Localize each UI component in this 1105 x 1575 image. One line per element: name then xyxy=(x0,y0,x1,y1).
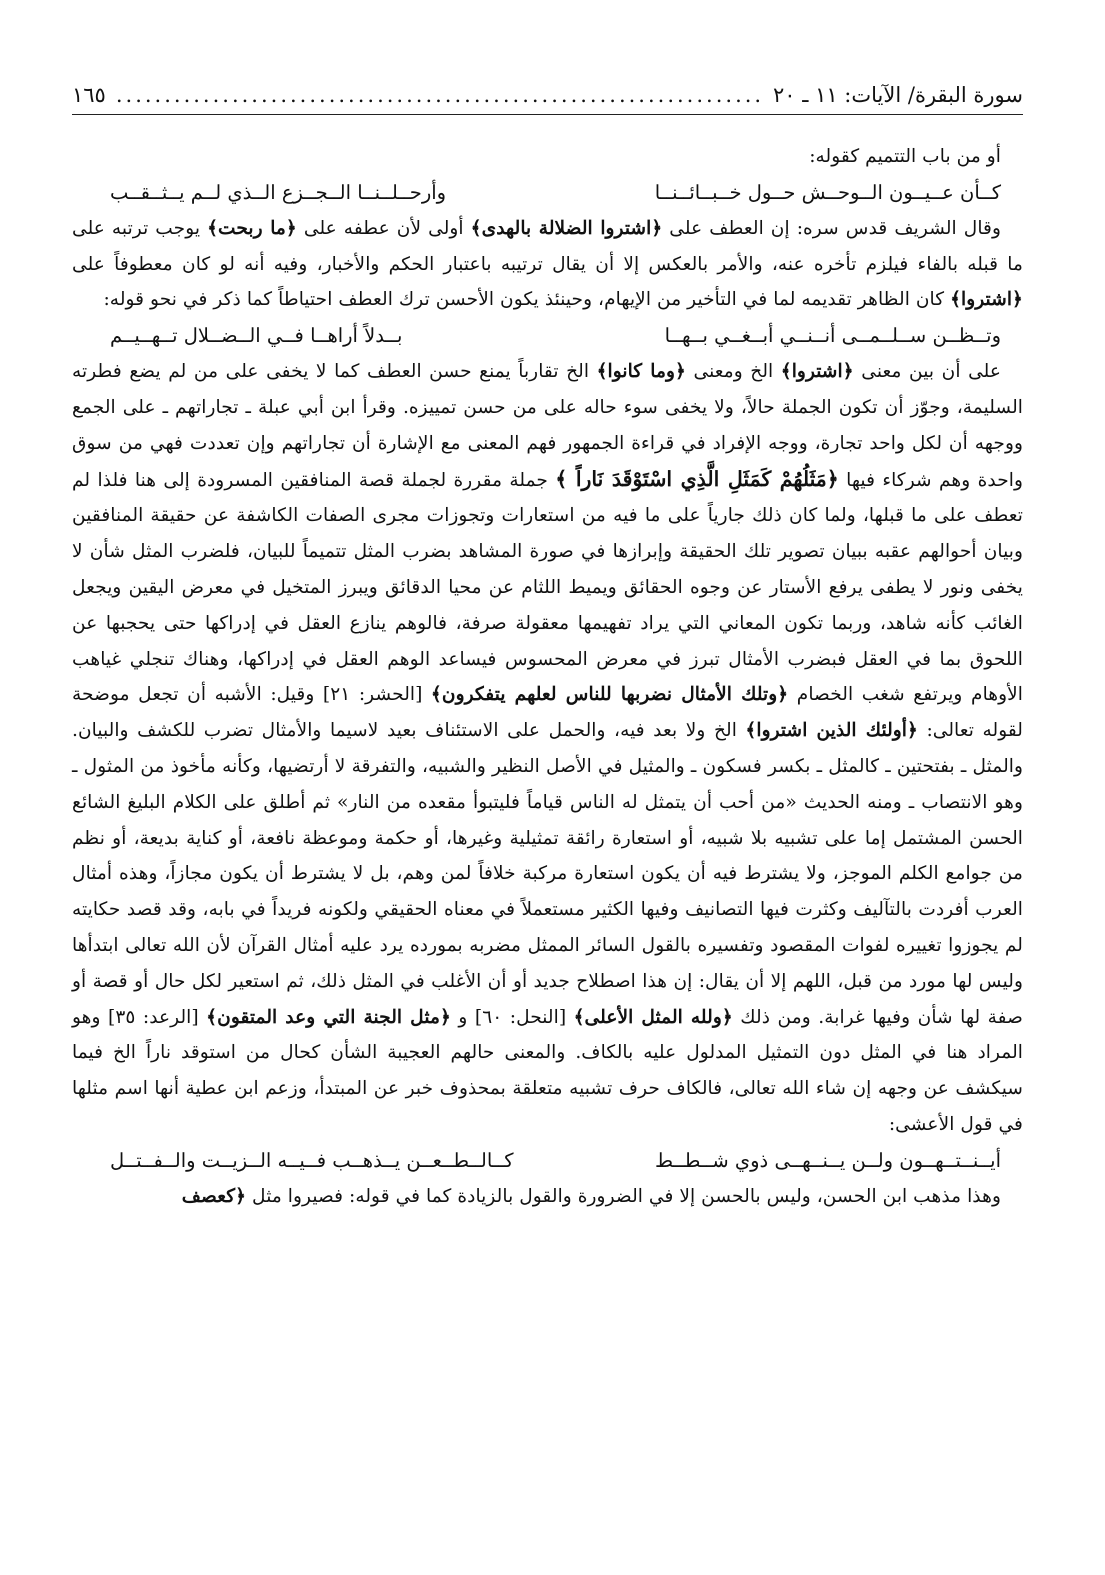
poetry-verse-2 xyxy=(72,318,1023,354)
intro-line: أو من باب التتميم كقوله: xyxy=(809,146,1001,167)
quran-quote: ﴿اشتروا الضلالة بالهدى﴾ xyxy=(470,216,663,239)
poetry-verse-1 xyxy=(72,175,1023,211)
running-title: سورة البقرة/ الآيات: ١١ ـ ٢٠ xyxy=(772,83,1023,107)
running-header xyxy=(72,78,1023,115)
verse-2-second-hemistich: بــدلاً أراهــا فــي الــضــلال تــهــيــم xyxy=(110,324,403,348)
quran-quote: ﴿اشتروا﴾ xyxy=(780,360,854,383)
quran-quote: ﴿مثل الجنة التي وعد المتقون﴾ xyxy=(206,1005,451,1028)
paragraph-2: على أن بين معنى ﴿اشتروا﴾ الخ ومعنى ﴿وما كانوا﴾ الخ تقارباً يمنع حسن العطف كما لا يخفى على من لم يضع فطرته السليمة، وجوّز أن تكون الجملة حالاً، ولا يخفى سوء حاله على من حسن تمييزه. وقرأ ابن أبي عبلة ـ تجاراتهم ـ على الجمع ووجهه أن لكل واحد تجارة، ووجه الإفراد في قراءة الجمهور فهم المعنى مع الإشارة أن تجاراتهم وإن تعددت فهي من سوق واحدة وهم شركاء فيها ﴿مَثَلُهُمْ كَمَثَلِ الَّذِي اسْتَوْقَدَ نَاراً ﴾ جملة مقررة لجملة قصة المنافقين المسرودة إلى هنا فلذا لم تعطف على ما قبلها، ولما كان ذلك جارياً على ما فيه من استعارات وتجوزات مجرى الصفات الكاشفة عن حقيقة المنافقين وبيان أحوالهم عقبه ببيان تصوير تلك الحقيقة وإبرازها في صورة المشاهد بضرب المثل تتميماً للبيان، فلضرب المثل شأن لا يخفى ونور لا يطفى يرفع الأستار عن وجوه الحقائق ويميط اللثام عن محيا الدقائق ويبرز المتخيل في معرض اليقين ويجعل الغائب كأنه شاهد، وربما تكون المعاني التي يراد تفهيمها معقولة صرفة، فالوهم ينازع العقل في إدراكها حتى يحجبها عن اللحوق بما في العقل فبضرب الأمثال تبرز في معرض المحسوس فيساعد الوهم العقل في إدراكها، وهناك تنجلي غياهب الأوهام ويرتفع شغب الخصام ﴿وتلك الأمثال نضربها للناس لعلهم يتفكرون﴾ [الحشر: ٢١] وقيل: الأشبه أن تجعل موضحة لقوله تعالى: ﴿أولئك الذين اشتروا﴾ الخ ولا بعد فيه، والحمل على الاستئناف بعيد لاسيما والأمثال تضرب للكشف والبيان. والمثل ـ بفتحتين ـ كالمثل ـ بكسر فسكون ـ والمثيل في الأصل النظير والشبيه، والتفرقة لا أرتضيها، وكأنه مأخوذ من المثول ـ وهو الانتصاب ـ ومنه الحديث «من أحب أن يتمثل له الناس قياماً فليتبوأ مقعده من النار» ثم أطلق على الكلام البليغ الشائع الحسن المشتمل إما على تشبيه بلا شبيه، أو استعارة رائقة تمثيلية وغيرها، أو حكمة وموعظة نافعة، أو كناية بديعة، أو نظم من جوامع الكلم الموجز، ولا يشترط فيه أن يكون استعارة مركبة خلافاً لمن وهم، بل لا يشترط أن يكون مجازاً، وهذه أمثال العرب أفردت بالتآليف وكثرت فيها التصانيف وفيها الكثير مستعملاً في معناه الحقيقي ولكونه فريداً في بابه، وقد قصد حكايته لم يجوزوا تغييره لفوات المقصود وتفسيره بالقول السائر الممثل مضربه بمورده يرد عليه أمثال القرآن لأن الله تعالى ابتدأها وليس لها مورد من قبل، اللهم إلا أن يقال: إن هذا اصطلاح جديد أو أن الأغلب في المثل ذلك، ثم استعير لكل حال أو قصة أو صفة لها شأن وفيها غرابة. ومن ذلك ﴿ولله المثل الأعلى﴾ [النحل: ٦٠] و ﴿مثل الجنة التي وعد المتقون﴾ [الرعد: ٣٥] وهو المراد هنا في المثل دون التمثيل المدلول عليه بالكاف. والمعنى حالهم العجيبة الشأن كحال من استوقد ناراً الخ فيما سيكشف عن وجهه إن شاء الله تعالى، فالكاف حرف تشبيه متعلقة بمحذوف خبر عن المبتدأ، وزعم ابن عطية أنها اسم مثلها في قول الأعشى: xyxy=(72,360,1024,1135)
verse-2-first-hemistich: وتــظــن ســلــمــى أنــنــي أبــغــي بــهــا xyxy=(664,324,1001,348)
quran-quote: ﴿اشتروا﴾ xyxy=(950,288,1023,311)
quran-quote: ﴿كعصف xyxy=(181,1184,247,1207)
verse-1-second-hemistich: وأرحــلــنــا الــجــزع الــذي لــم يــثــقــب xyxy=(110,180,447,204)
page-number: ١٦٥ xyxy=(72,83,106,107)
paragraph-3: وهذا مذهب ابن الحسن، وليس بالحسن إلا في الضرورة والقول بالزيادة كما في قوله: فصيروا مثل ﴿كعصف xyxy=(181,1184,1001,1207)
document-page xyxy=(72,78,1023,1535)
quran-quote: ﴿وتلك الأمثال نضربها للناس لعلهم يتفكرون﴾ xyxy=(430,683,789,706)
quran-quote: ﴿ولله المثل الأعلى﴾ xyxy=(573,1005,733,1028)
verse-1-first-hemistich: كــأن عــيــون الــوحــش حــول خــبــائــنــا xyxy=(654,180,1001,204)
poetry-verse-3 xyxy=(72,1143,1023,1179)
quran-quote: ﴿مَثَلُهُمْ كَمَثَلِ الَّذِي اسْتَوْقَدَ نَاراً ﴾ xyxy=(555,466,839,491)
dot-leader xyxy=(116,78,763,112)
quran-quote: ﴿أولئك الذين اشتروا﴾ xyxy=(745,719,918,742)
paragraph-1: وقال الشريف قدس سره: إن العطف على ﴿اشتروا الضلالة بالهدى﴾ أولى لأن عطفه على ﴿ما ربحت﴾ يوجب ترتبه على ما قبله بالفاء فيلزم تأخره عنه، والأمر بالعكس إلا أن يقال ترتيبه باعتبار الحكم والأخبار، وفيه أنه لو كان معطوفاً على ﴿اشتروا﴾ كان الظاهر تقديمه لما في التأخير من الإيهام، وحينئذ يكون الأحسن ترك العطف احتياطاً كما ذكر في نحو قوله: xyxy=(72,216,1023,311)
verse-3-second-hemistich: كــالــطــعــن يــذهــب فــيــه الــزيــت والــفــتــل xyxy=(110,1148,514,1172)
quran-quote: ﴿ما ربحت﴾ xyxy=(207,216,297,239)
quran-quote: ﴿وما كانوا﴾ xyxy=(596,360,686,383)
verse-3-first-hemistich: أيــنــتــهــون ولــن يــنــهــى ذوي شــطــط xyxy=(654,1148,1001,1172)
